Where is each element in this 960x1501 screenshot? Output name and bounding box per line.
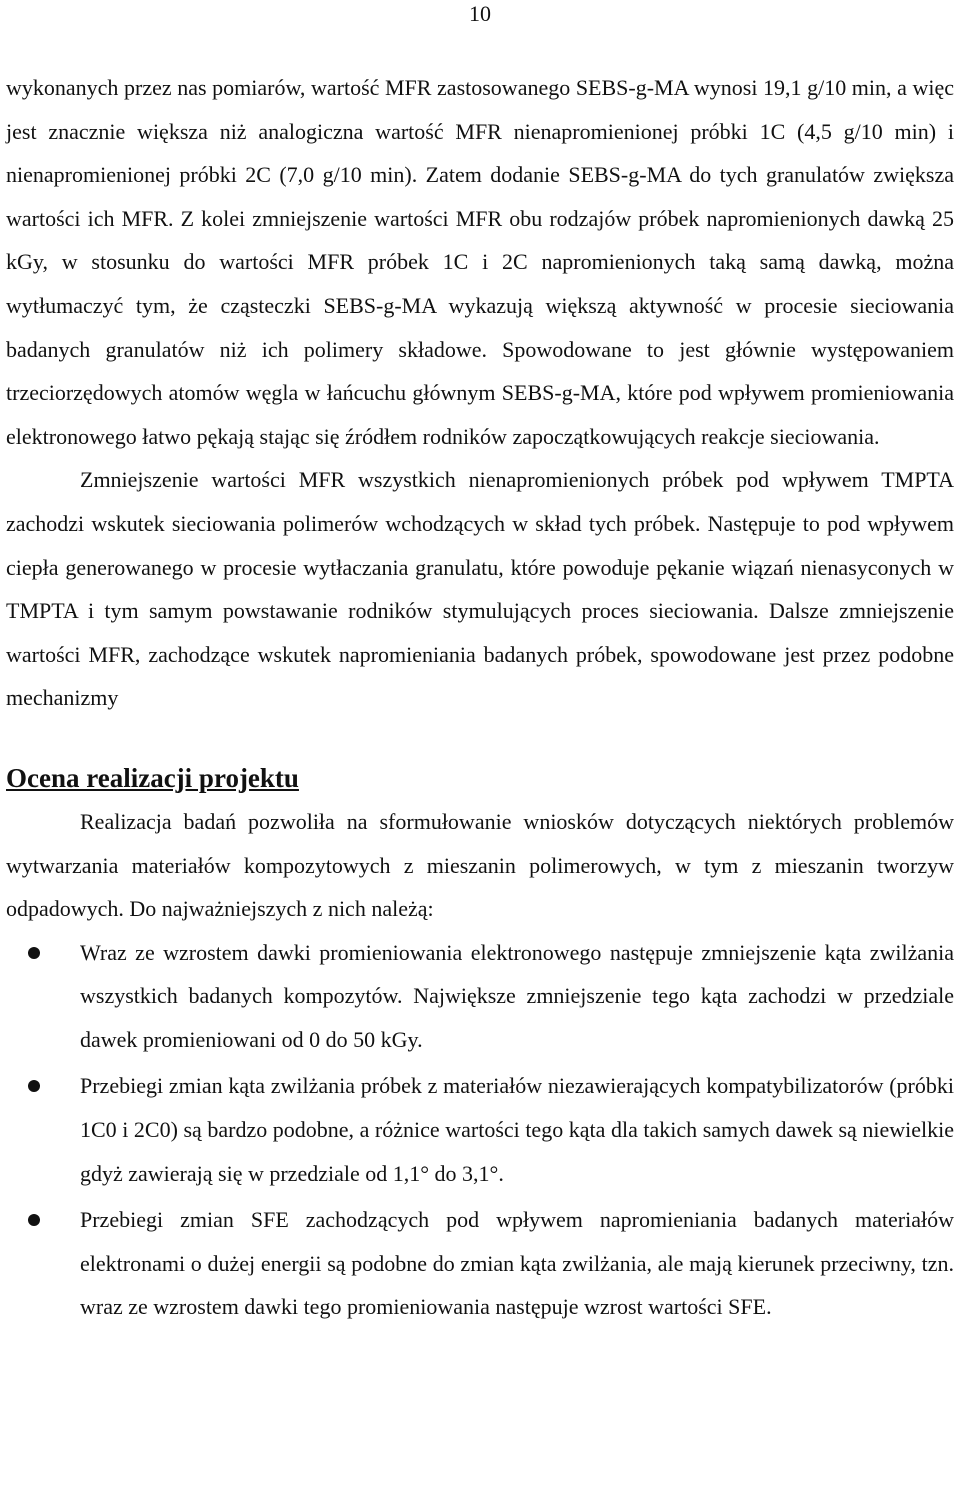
paragraph-mfr-continuation: wykonanych przez nas pomiarów, wartość MFR zastosowanego SEBS-g-MA wynosi 19,1 g/10 min, a więc jest znacznie większa niż analogiczna wartość MFR nienapromienionej próbki 1C (4,5 g/10 min) i nienapromienionej próbki 2C (7,0 g/10 min). Zatem dodanie SEBS-g-MA do tych granulatów zwiększa wartości ich MFR. Z kolei zmniejszenie wartości MFR obu rodzajów próbek napromienionych dawką 25 kGy, w stosunku do wartości MFR próbek 1C i 2C napromienionych taką samą dawką, można wytłumaczyć tym, że cząsteczki SEBS-g-MA wykazują większą aktywność w procesie sieciowania badanych granulatów niż ich polimery składowe. Spowodowane to jest głównie występowaniem trzeciorzędowych atomów węgla w łańcuchu głównym SEBS-g-MA, które pod wpływem promieniowania elektronowego łatwo pękają stając się źródłem rodników zapoczątkowujących reakcje sieciowania. [6,75,954,449]
section-heading: Ocena realizacji projektu [6,762,299,793]
list-item [6,931,954,1062]
bullet-icon [28,1214,40,1226]
conclusions-list [6,931,954,1329]
bullet-icon [28,947,40,959]
bullet-icon [28,1080,40,1092]
list-item [6,1064,954,1195]
list-item-text: Przebiegi zmian SFE zachodzących pod wpływem napromieniania badanych materiałów elektronami o dużej energii są podobne do zmian kąta zwilżania, ale mają kierunek przeciwny, tzn. wraz ze wzrostem dawki tego promieniowania następuje wzrost wartości SFE. [80,1207,954,1320]
document-body [6,66,954,1329]
section-intro: Realizacja badań pozwoliła na sformułowanie wniosków dotyczących niektórych problemów wytwarzania materiałów kompozytowych z mieszanin polimerowych, w tym z mieszanin tworzyw odpadowych. Do najważniejszych z nich należą: [6,808,954,922]
list-item-text: Przebiegi zmian kąta zwilżania próbek z materiałów niezawierających kompatybilizatorów (próbki 1C0 i 2C0) są bardzo podobne, a różnice wartości tego kąta dla takich samych dawek są niewielkie gdyż zawierają się w przedziale od 1,1° do 3,1°. [80,1073,954,1186]
list-item-text: Wraz ze wzrostem dawki promieniowania elektronowego następuje zmniejszenie kąta zwilżania wszystkich badanych kompozytów. Największe zmniejszenie tego kąta zachodzi w przedziale dawek promieniowani od 0 do 50 kGy. [80,939,954,1052]
page-number: 10 [469,1,491,26]
list-item [6,1198,954,1329]
paragraph-tmpta: Zmniejszenie wartości MFR wszystkich nienapromienionych próbek pod wpływem TMPTA zachodzi wskutek sieciowania polimerów wchodzących w skład tych próbek. Następuje to pod wpływem ciepła generowanego w procesie wytłaczania granulatu, które powoduje pękanie wiązań nienasyconych w TMPTA i tym samym powstawanie rodników stymulujących proces sieciowania. Dalsze zmniejszenie wartości MFR, zachodzące wskutek napromieniania badanych próbek, spowodowane jest przez podobne mechanizmy [6,467,954,711]
